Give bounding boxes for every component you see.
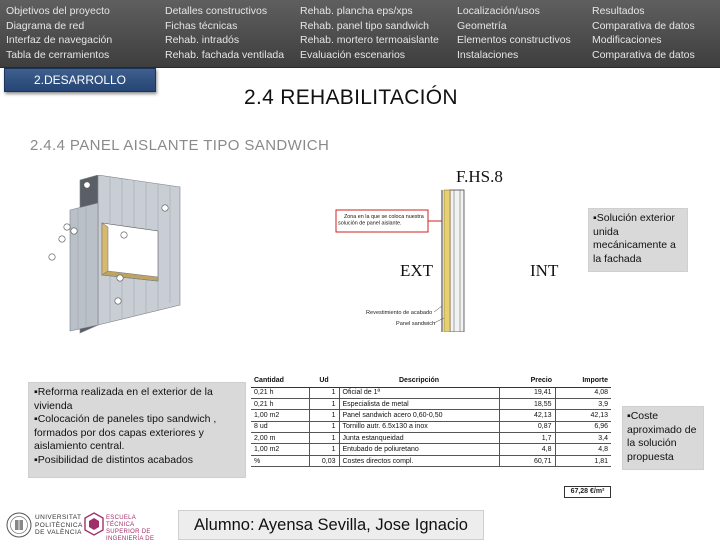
sandwich-panel-layer	[444, 190, 450, 332]
note-cost-estimate: ▪Coste aproximado de la solución propuesta	[622, 406, 704, 470]
note-bullet: ▪Posibilidad de distintos acabados	[34, 453, 193, 466]
cell-descripcion: Panel sandwich acero 0,60-0,50	[339, 410, 499, 421]
section-subtitle: 2.4.4 PANEL AISLANTE TIPO SANDWICH	[30, 137, 330, 154]
cell-importe: 42,13	[555, 410, 611, 421]
note-exterior-solution: ▪Solución exterior unida mecánicamente a la fachada	[588, 208, 688, 272]
table-row	[251, 455, 611, 466]
nav-item[interactable]: Elementos constructivos	[457, 34, 571, 46]
cell-ud: 1	[309, 410, 339, 421]
etsie-text-line: ESCUELA TÉCNICA	[106, 515, 136, 528]
upv-text-line: DE VALÈNCIA	[35, 529, 82, 536]
nav-item[interactable]: Rehab. fachada ventilada	[165, 48, 285, 61]
construction-detail-drawing	[330, 160, 590, 332]
upv-seal-icon	[6, 512, 32, 538]
etsie-logo	[84, 512, 162, 538]
exterior-label: EXT	[400, 261, 434, 280]
cell-cantidad: 0,21 h	[251, 398, 309, 409]
nav-item[interactable]: Resultados	[592, 5, 645, 17]
header-importe: Importe	[555, 375, 611, 387]
top-navigation-bar	[0, 0, 720, 68]
cell-precio: 19,41	[499, 387, 555, 398]
header-descripcion: Descripción	[339, 375, 499, 387]
note-reform-description	[28, 382, 246, 478]
interior-label: INT	[530, 261, 559, 280]
nav-column-5	[592, 4, 695, 62]
nav-item[interactable]: Instalaciones	[457, 48, 519, 61]
table-header-row	[251, 375, 611, 387]
upv-text-line: UNIVERSITAT	[35, 514, 82, 521]
nav-column-4	[457, 4, 571, 62]
nav-item[interactable]: Geometría	[457, 19, 507, 32]
cell-ud: 1	[309, 421, 339, 432]
etsie-hexagon-icon	[84, 512, 104, 536]
table-row	[251, 410, 611, 421]
author-name: Alumno: Ayensa Sevilla, Jose Ignacio	[178, 510, 484, 540]
page-title: 2.4 REHABILITACIÓN	[244, 86, 458, 109]
nav-column-1	[6, 4, 112, 62]
upv-text-line: POLITÈCNICA	[35, 521, 83, 529]
cell-descripcion: Entubado de poliuretano	[339, 444, 499, 455]
cell-cantidad: 1,00 m2	[251, 410, 309, 421]
etsie-text-line: INGENIERÍA DE	[106, 536, 155, 540]
table-row	[251, 398, 611, 409]
cell-importe: 3,4	[555, 433, 611, 444]
nav-item[interactable]: Fichas técnicas	[165, 19, 238, 32]
upv-logo	[6, 512, 83, 538]
label-revestimiento: Revestimiento de acabado	[366, 310, 433, 316]
cell-ud: 1	[309, 444, 339, 455]
nav-item[interactable]: Rehab. panel tipo sandwich	[300, 19, 430, 32]
header-precio: Precio	[499, 375, 555, 387]
section-button-desarrollo[interactable]: 2.DESARROLLO	[4, 68, 156, 92]
nav-item[interactable]: Interfaz de navegación	[6, 34, 113, 46]
detail-code: F.HS.8	[456, 167, 503, 186]
cell-ud: 1	[309, 387, 339, 398]
cell-ud: 1	[309, 398, 339, 409]
cell-ud: 1	[309, 433, 339, 444]
nav-item[interactable]: Detalles constructivos	[165, 5, 268, 17]
nav-item[interactable]: Rehab. intradós	[165, 34, 240, 46]
svg-text:Zona en la que se coloca nuest: Zona en la que se coloca nuestra solución de panel aislante.	[338, 214, 424, 227]
cell-importe: 4,08	[555, 387, 611, 398]
cost-table	[251, 375, 611, 467]
nav-item[interactable]: Rehab. plancha eps/xps	[300, 5, 413, 17]
cell-precio: 42,13	[499, 410, 555, 421]
nav-item[interactable]: Rehab. mortero termoaislante	[300, 34, 439, 46]
total-cost: 67,28 €/m²	[564, 486, 611, 498]
note-bullet: ▪Colocación de paneles tipo sandwich , formados por dos capas exteriores y aislamiento central.	[34, 413, 217, 452]
note-bullet: ▪Reforma realizada en el exterior de la vivienda	[34, 386, 213, 412]
nav-item[interactable]: Objetivos del proyecto	[6, 5, 110, 17]
cell-descripcion: Costes directos compl.	[339, 455, 499, 466]
sandwich-panel-3d-illustration	[40, 175, 190, 335]
cell-descripcion: Tornillo autr. 6.5x130 a inox	[339, 421, 499, 432]
cell-precio: 60,71	[499, 455, 555, 466]
cell-cantidad: 0,21 h	[251, 387, 309, 398]
nav-item[interactable]: Tabla de cerramientos	[6, 48, 110, 61]
nav-column-2	[165, 4, 284, 62]
table-row	[251, 421, 611, 432]
nav-column-3	[300, 4, 439, 62]
cell-descripcion: Oficial de 1ª	[339, 387, 499, 398]
nav-item[interactable]: Comparativa de datos	[592, 19, 695, 32]
cell-importe: 1,81	[555, 455, 611, 466]
header-cantidad: Cantidad	[251, 375, 309, 387]
table-row	[251, 387, 611, 398]
nav-item[interactable]: Evaluación escenarios	[300, 48, 406, 61]
nav-item[interactable]: Comparativa de datos	[592, 48, 695, 61]
cell-importe: 3,9	[555, 398, 611, 409]
cell-precio: 4,8	[499, 444, 555, 455]
header-ud: Ud	[309, 375, 339, 387]
nav-item[interactable]: Diagrama de red	[6, 19, 85, 32]
label-panel-sandwich: Panel sandwich	[396, 321, 436, 327]
cell-ud: 0,03	[309, 455, 339, 466]
cell-descripcion: Especialista de metal	[339, 398, 499, 409]
table-row	[251, 444, 611, 455]
cell-importe: 6,96	[555, 421, 611, 432]
etsie-text-line: SUPERIOR DE	[106, 529, 151, 535]
cell-cantidad: %	[251, 455, 309, 466]
cell-precio: 1,7	[499, 433, 555, 444]
cell-descripcion: Junta estanqueidad	[339, 433, 499, 444]
cell-precio: 0,87	[499, 421, 555, 432]
table-row	[251, 433, 611, 444]
nav-item[interactable]: Modificaciones	[592, 34, 662, 46]
cell-cantidad: 8 ud	[251, 421, 309, 432]
cell-importe: 4,8	[555, 444, 611, 455]
cell-cantidad: 2,00 m	[251, 433, 309, 444]
cell-precio: 18,55	[499, 398, 555, 409]
nav-item[interactable]: Localización/usos	[457, 5, 540, 17]
cell-cantidad: 1,00 m2	[251, 444, 309, 455]
